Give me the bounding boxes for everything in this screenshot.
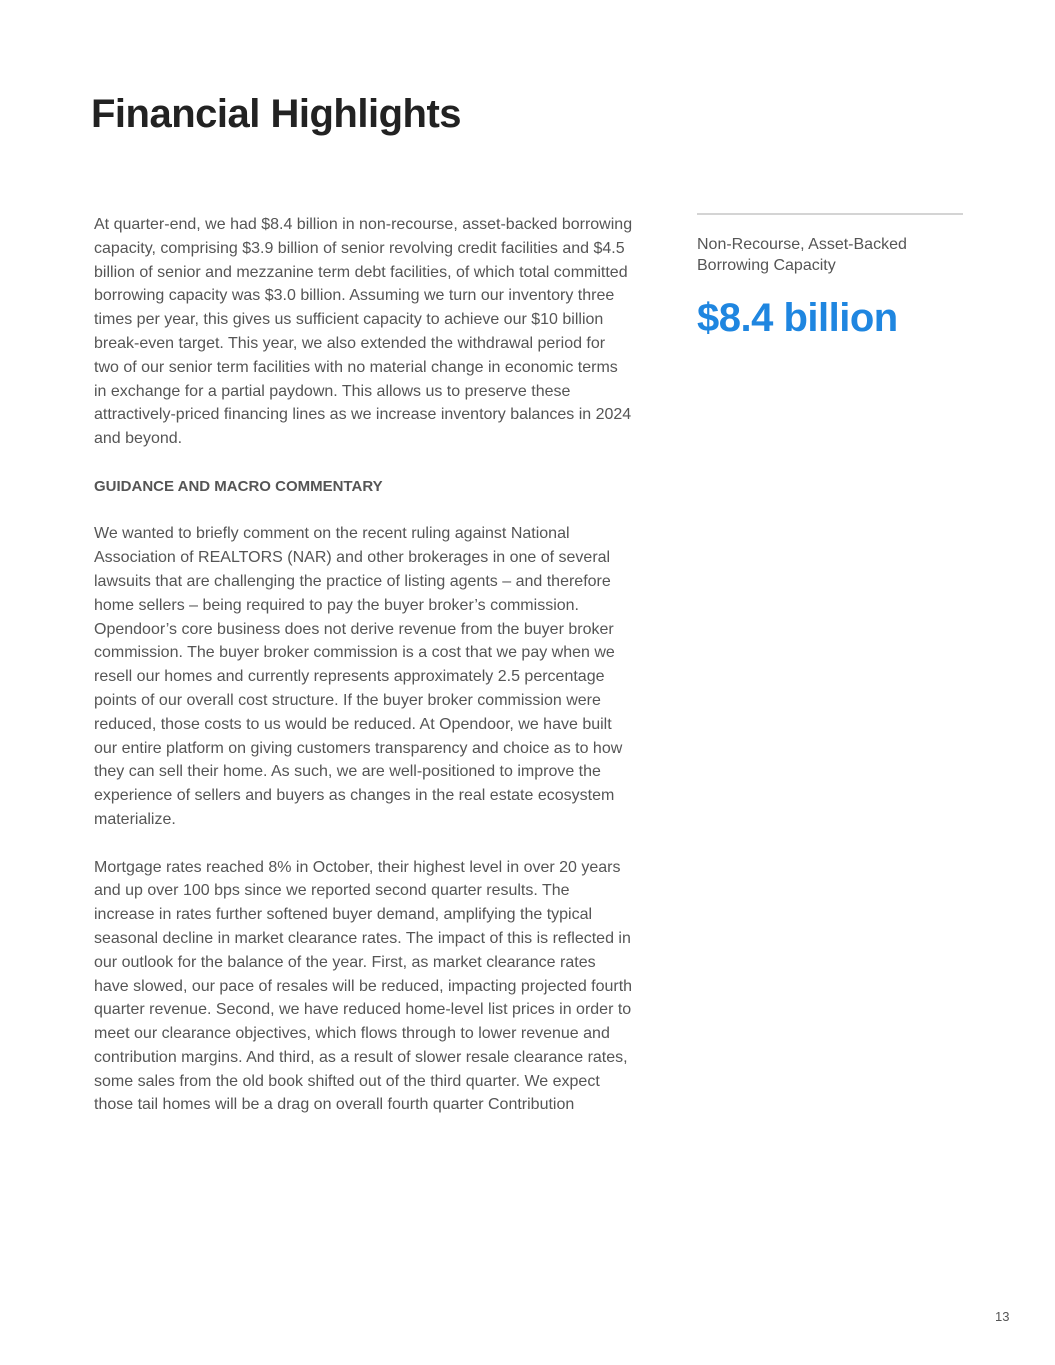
sidebar-divider <box>697 213 963 215</box>
body-paragraph-financing: At quarter-end, we had $8.4 billion in non-recourse, asset-backed borrowing capacity, comprising $3.9 billion of senior revolving credit facilities and $4.5 billion of senior and mezzanine term debt facilities, of which total committed borrowing capacity was $3.0 billion. Assuming we turn our inventory three times per year, this gives us sufficient capacity to achieve our $10 billion break-even target. This year, we also extended the withdrawal period for two of our senior term facilities with no material change in economic terms in exchange for a partial paydown. This allows us to preserve these attractively-priced financing lines as we increase inventory balances in 2024 and beyond. <box>94 216 633 448</box>
section-heading: GUIDANCE AND MACRO COMMENTARY <box>94 477 383 495</box>
body-paragraph-nar-ruling: We wanted to briefly comment on the recent ruling against National Association of REALTORS (NAR) and other brokerages in one of several lawsuits that are challenging the practice of listing agents – and therefore home sellers – being required to pay the buyer broker’s commission. Opendoor’s core business does not derive revenue from the buyer broker commission. The buyer broker commission is a cost that we pay when we resell our homes and currently represents approximately 2.5 percentage points of our overall cost structure. If the buyer broker commission were reduced, those costs to us would be reduced. At Opendoor, we have built our entire platform on giving customers transparency and choice as to how they can sell their home. As such, we are well-positioned to improve the experience of sellers and buyers as changes in the real estate ecosystem materialize. <box>94 525 623 828</box>
sidebar-stat-callout <box>697 213 963 342</box>
paragraph-spacer <box>94 832 634 856</box>
body-paragraph-mortgage-rates: Mortgage rates reached 8% in October, their highest level in over 20 years and up over 100 bps since we reported second quarter results. The increase in rates further softened buyer demand, amplifying the typical seasonal decline in market clearance rates. The impact of this is reflected in our outlook for the balance of the year. First, as market clearance rates have slowed, our pace of resales will be reduced, impacting projected fourth quarter revenue. Second, we have reduced home-level list prices in order to meet our clearance objectives, which flows through to lower revenue and contribution margins. And third, as a result of slower resale clearance rates, some sales from the old book shifted out of the third quarter. We expect those tail homes will be a drag on overall fourth quarter Contribution <box>94 858 633 1114</box>
paragraph-spacer <box>94 451 634 475</box>
body-column <box>94 213 634 1117</box>
page-title: Financial Highlights <box>91 92 462 136</box>
stat-value: $8.4 billion <box>697 296 898 340</box>
paragraph-spacer <box>94 499 634 523</box>
stat-label: Non-Recourse, Asset-Backed Borrowing Capacity <box>697 236 907 274</box>
page-number: 13 <box>995 1309 1010 1324</box>
